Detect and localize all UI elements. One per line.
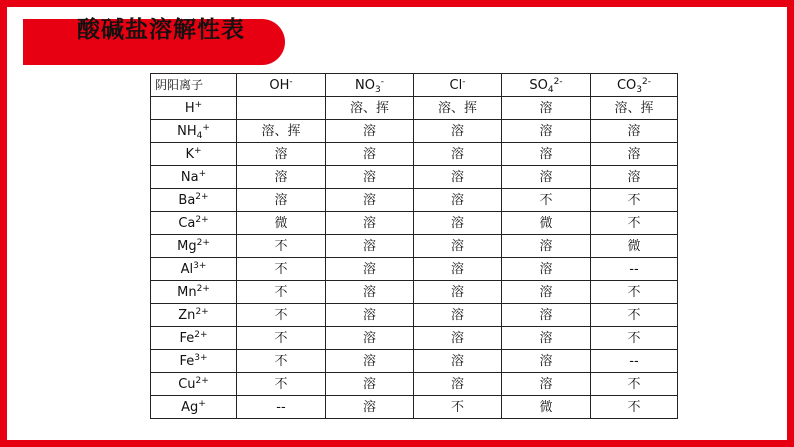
table-row bbox=[151, 281, 678, 304]
solubility-cell: 溶 bbox=[502, 166, 591, 189]
solubility-cell: 溶 bbox=[326, 120, 414, 143]
solubility-cell: 不 bbox=[237, 281, 326, 304]
solubility-cell: 微 bbox=[502, 212, 591, 235]
solubility-cell: 不 bbox=[237, 235, 326, 258]
solubility-cell: 不 bbox=[591, 373, 678, 396]
ion-symbol: Ca bbox=[178, 215, 196, 231]
solubility-cell: 不 bbox=[591, 327, 678, 350]
table-row bbox=[151, 166, 678, 189]
solubility-cell: 溶 bbox=[414, 189, 502, 212]
solubility-cell: 溶 bbox=[591, 120, 678, 143]
ion-subscript: 3 bbox=[636, 84, 643, 95]
ion-charge: 2+ bbox=[195, 306, 209, 317]
solubility-cell: 溶 bbox=[502, 373, 591, 396]
solubility-cell: -- bbox=[591, 350, 678, 373]
solubility-cell: 溶、挥 bbox=[237, 120, 326, 143]
solubility-cell: 微 bbox=[502, 396, 591, 419]
ion-symbol: H bbox=[184, 100, 195, 116]
ion-symbol: Zn bbox=[178, 307, 196, 323]
solubility-cell: 不 bbox=[237, 350, 326, 373]
solubility-cell: 溶、挥 bbox=[326, 97, 414, 120]
solubility-cell: 溶 bbox=[502, 97, 591, 120]
ion-charge: - bbox=[380, 76, 384, 87]
solubility-cell: 溶 bbox=[326, 350, 414, 373]
ion-symbol: Fe bbox=[179, 353, 195, 369]
solubility-cell: 不 bbox=[502, 189, 591, 212]
solubility-cell: 溶 bbox=[414, 235, 502, 258]
solubility-cell: 不 bbox=[237, 258, 326, 281]
solubility-cell: 溶 bbox=[502, 235, 591, 258]
anion-header bbox=[591, 74, 678, 97]
ion-charge: + bbox=[198, 168, 207, 179]
solubility-cell: 溶 bbox=[414, 212, 502, 235]
solubility-cell: 溶 bbox=[237, 166, 326, 189]
ion-symbol: OH bbox=[269, 77, 290, 93]
cation-header bbox=[151, 327, 237, 350]
ion-subscript: 3 bbox=[374, 84, 381, 95]
solubility-cell: 不 bbox=[414, 396, 502, 419]
solubility-cell: 溶 bbox=[502, 143, 591, 166]
solubility-cell: 溶 bbox=[414, 143, 502, 166]
solubility-cell: 溶 bbox=[414, 304, 502, 327]
solubility-cell: 溶 bbox=[237, 189, 326, 212]
solubility-cell: 不 bbox=[591, 281, 678, 304]
ion-symbol: K bbox=[185, 146, 194, 162]
ion-subscript: 4 bbox=[547, 84, 554, 95]
ion-symbol: NH bbox=[177, 123, 197, 139]
solubility-cell: 溶 bbox=[326, 189, 414, 212]
ion-charge: + bbox=[193, 145, 202, 156]
solubility-cell: 微 bbox=[591, 235, 678, 258]
solubility-cell: -- bbox=[237, 396, 326, 419]
cation-header bbox=[151, 281, 237, 304]
ion-symbol: Cl bbox=[449, 77, 463, 93]
solubility-cell: 溶 bbox=[502, 281, 591, 304]
ion-subscript: 4 bbox=[196, 130, 203, 141]
solubility-cell: 不 bbox=[237, 304, 326, 327]
ion-symbol: Mg bbox=[177, 238, 197, 254]
ion-charge: 2+ bbox=[196, 237, 210, 248]
table-row bbox=[151, 120, 678, 143]
ion-symbol: SO bbox=[529, 77, 548, 93]
solubility-cell: 溶 bbox=[591, 166, 678, 189]
ion-charge: 2- bbox=[642, 76, 652, 87]
table-row bbox=[151, 304, 678, 327]
ion-charge: + bbox=[198, 398, 206, 409]
ion-charge: 2+ bbox=[195, 214, 209, 225]
table-row bbox=[151, 396, 678, 419]
cation-header bbox=[151, 97, 237, 120]
table-row bbox=[151, 212, 678, 235]
anion-header bbox=[414, 74, 502, 97]
solubility-cell bbox=[237, 97, 326, 120]
solubility-cell: 不 bbox=[591, 189, 678, 212]
ion-symbol: Na bbox=[180, 169, 199, 185]
table-row bbox=[151, 327, 678, 350]
ion-symbol: CO bbox=[616, 77, 637, 93]
solubility-cell: 溶 bbox=[502, 258, 591, 281]
ion-symbol: Ag bbox=[181, 399, 199, 415]
cation-header bbox=[151, 258, 237, 281]
solubility-cell: 溶 bbox=[502, 350, 591, 373]
cation-header bbox=[151, 143, 237, 166]
solubility-cell: 溶 bbox=[502, 304, 591, 327]
table-row bbox=[151, 235, 678, 258]
ion-charge: 2- bbox=[553, 76, 563, 87]
ion-charge: 3+ bbox=[194, 352, 208, 363]
ion-symbol: Mn bbox=[177, 284, 197, 300]
solubility-cell: 溶 bbox=[414, 166, 502, 189]
ion-charge: 2+ bbox=[196, 283, 210, 294]
cation-header bbox=[151, 373, 237, 396]
solubility-cell: 溶、挥 bbox=[591, 97, 678, 120]
ion-symbol: Ba bbox=[178, 192, 196, 208]
table-corner-label: 阴阳离子 bbox=[151, 74, 237, 97]
table-row bbox=[151, 97, 678, 120]
solubility-cell: 不 bbox=[591, 396, 678, 419]
anion-header bbox=[502, 74, 591, 97]
solubility-table bbox=[150, 73, 678, 419]
solubility-cell: 溶 bbox=[414, 327, 502, 350]
table-row bbox=[151, 350, 678, 373]
ion-symbol: Cu bbox=[178, 376, 196, 392]
solubility-cell: 溶、挥 bbox=[414, 97, 502, 120]
solubility-cell: 溶 bbox=[326, 258, 414, 281]
solubility-cell: 溶 bbox=[326, 396, 414, 419]
solubility-cell: 溶 bbox=[502, 120, 591, 143]
cation-header bbox=[151, 120, 237, 143]
cation-header bbox=[151, 189, 237, 212]
ion-charge: + bbox=[202, 122, 210, 133]
solubility-cell: 溶 bbox=[326, 235, 414, 258]
ion-charge: 3+ bbox=[193, 260, 207, 271]
solubility-cell: 溶 bbox=[326, 212, 414, 235]
cation-header bbox=[151, 396, 237, 419]
solubility-cell: 溶 bbox=[414, 373, 502, 396]
solubility-cell: 溶 bbox=[414, 258, 502, 281]
ion-charge: 2+ bbox=[195, 191, 209, 202]
solubility-cell: 不 bbox=[591, 212, 678, 235]
table-row bbox=[151, 189, 678, 212]
cation-header bbox=[151, 166, 237, 189]
ion-charge: - bbox=[462, 76, 466, 87]
solubility-table-container bbox=[150, 73, 678, 419]
cation-header bbox=[151, 350, 237, 373]
ion-symbol: Fe bbox=[179, 330, 195, 346]
table-row bbox=[151, 258, 678, 281]
table-header-row bbox=[151, 74, 678, 97]
solubility-cell: 微 bbox=[237, 212, 326, 235]
ion-charge: + bbox=[194, 99, 203, 110]
ion-charge: - bbox=[289, 76, 293, 87]
solubility-cell: 溶 bbox=[414, 350, 502, 373]
solubility-cell: 溶 bbox=[237, 143, 326, 166]
solubility-cell: 溶 bbox=[326, 373, 414, 396]
cation-header bbox=[151, 235, 237, 258]
solubility-cell: 溶 bbox=[502, 327, 591, 350]
solubility-cell: 溶 bbox=[326, 327, 414, 350]
solubility-cell: 不 bbox=[591, 304, 678, 327]
table-row bbox=[151, 143, 678, 166]
solubility-cell: 不 bbox=[237, 373, 326, 396]
solubility-cell: 溶 bbox=[414, 281, 502, 304]
anion-header bbox=[326, 74, 414, 97]
ion-charge: 2+ bbox=[194, 329, 208, 340]
page-title: 酸碱盐溶解性表 bbox=[77, 17, 245, 43]
table-row bbox=[151, 373, 678, 396]
solubility-cell: 溶 bbox=[326, 281, 414, 304]
cation-header bbox=[151, 212, 237, 235]
solubility-cell: 溶 bbox=[326, 143, 414, 166]
solubility-cell: 不 bbox=[237, 327, 326, 350]
solubility-cell: -- bbox=[591, 258, 678, 281]
solubility-cell: 溶 bbox=[414, 120, 502, 143]
anion-header bbox=[237, 74, 326, 97]
cation-header bbox=[151, 304, 237, 327]
ion-charge: 2+ bbox=[195, 375, 209, 386]
ion-symbol: NO bbox=[355, 77, 375, 93]
solubility-cell: 溶 bbox=[326, 304, 414, 327]
solubility-cell: 溶 bbox=[326, 166, 414, 189]
solubility-cell: 溶 bbox=[591, 143, 678, 166]
ion-symbol: Al bbox=[180, 261, 194, 277]
